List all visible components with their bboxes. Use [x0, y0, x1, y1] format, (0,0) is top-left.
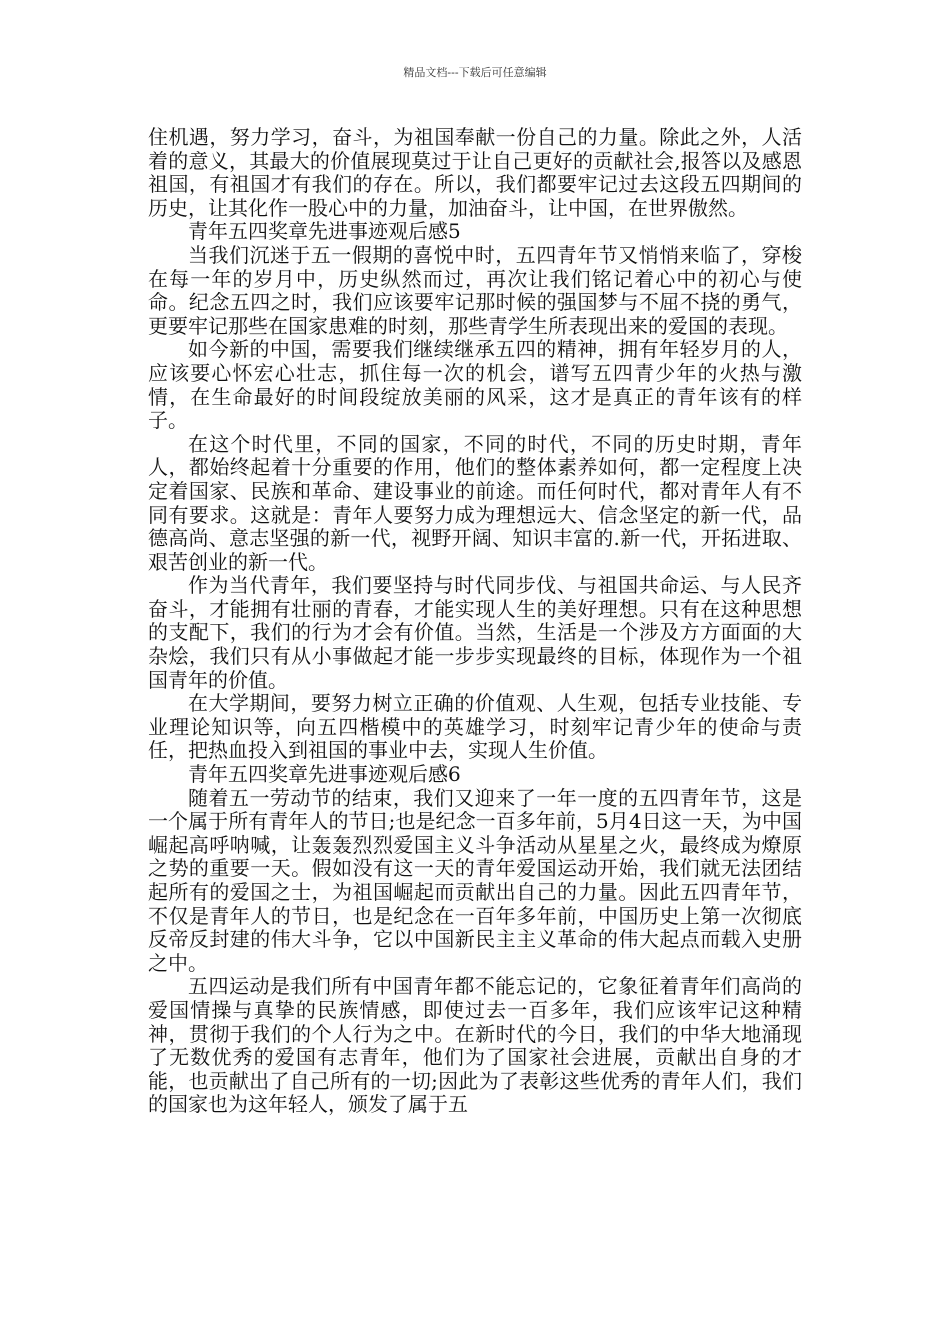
section-heading: 青年五四奖章先进事迹观后感5 [188, 219, 461, 244]
page-header: 精品文档---下载后可任意编辑 [403, 66, 547, 79]
paragraph: 五四运动是我们所有中国青年都不能忘记的，它象征着青年们高尚的爱国情操与真挚的民族情感，即使过去一百多年，我们应该牢记这种精神，贯彻于我们的个人行为之中。在新时代的今日，我们的中华大地涌现了无数优秀的爱国有志青年，他们为了国家社会进展，贡献出自身的才能，也贡献出了自己所有的一切;因此为了表彰这些优秀的青年人们，我们的国家也为这年轻人，颁发了属于五 [148, 974, 802, 1117]
paragraph: 当我们沉迷于五一假期的喜悦中时，五四青年节又悄悄来临了，穿梭在每一年的岁月中，历史纵然而过，再次让我们铭记着心中的初心与使命。纪念五四之时，我们应该要牢记那时候的强国梦与不屈不挠的勇气，更要牢记那些在国家患难的时刻，那些青学生所表现出来的爱国的表现。 [148, 242, 802, 338]
paragraph-continued: 住机遇，努力学习，奋斗，为祖国奉献一份自己的力量。除此之外，人活着的意义，其最大的价值展现莫过于让自己更好的贡献社会,报答以及感恩祖国，有祖国才有我们的存在。所以，我们都要牢记过去这段五四期间的历史，让其化作一股心中的力量，加油奋斗，让中国，在世界傲然。 [148, 125, 802, 220]
paragraph: 在大学期间，要努力树立正确的价值观、人生观，包括专业技能、专业理论知识等，向五四楷模中的英雄学习，时刻牢记青少年的使命与责任，把热血投入到祖国的事业中去，实现人生价值。 [148, 691, 802, 763]
paragraph: 随着五一劳动节的结束，我们又迎来了一年一度的五四青年节，这是一个属于所有青年人的节日;也是纪念一百多年前，5月4日这一天，为中国崛起高呼呐喊，让轰轰烈烈爱国主义斗争活动从星星之火，最终成为燎原之势的重要一天。假如没有这一天的青年爱国运动开始，我们就无法团结起所有的爱国之士，为祖国崛起而贡献出自己的力量。因此五四青年节，不仅是青年人的节日，也是纪念在一百年多年前，中国历史上第一次彻底反帝反封建的伟大斗争，它以中国新民主主义革命的伟大起点而载入史册之中。 [148, 785, 802, 975]
document-body [148, 126, 802, 1117]
paragraph: 作为当代青年，我们要坚持与时代同步伐、与祖国共命运、与人民齐奋斗，才能拥有壮丽的青春，才能实现人生的美好理想。只有在这种思想的支配下，我们的行为才会有价值。当然，生活是一个涉及方方面面的大杂烩，我们只有从小事做起才能一步步实现最终的目标，体现作为一个祖国青年的价值。 [148, 573, 802, 692]
section-heading: 青年五四奖章先进事迹观后感6 [188, 762, 461, 787]
paragraph: 在这个时代里，不同的国家，不同的时代，不同的历史时期，青年人，都始终起着十分重要的作用，他们的整体素养如何，都一定程度上决定着国家、民族和革命、建设事业的前途。而任何时代，都对青年人有不同有要求。这就是：青年人要努力成为理想远大、信念坚定的新一代，品德高尚、意志坚强的新一代，视野开阔、知识丰富的.新一代，开拓进取、艰苦创业的新一代。 [148, 431, 802, 574]
paragraph: 如今新的中国，需要我们继续继承五四的精神，拥有年轻岁月的人，应该要心怀宏心壮志，抓住每一次的机会，谱写五四青少年的火热与激情，在生命最好的时间段绽放美丽的风采，这才是真正的青年该有的样子。 [148, 337, 802, 433]
